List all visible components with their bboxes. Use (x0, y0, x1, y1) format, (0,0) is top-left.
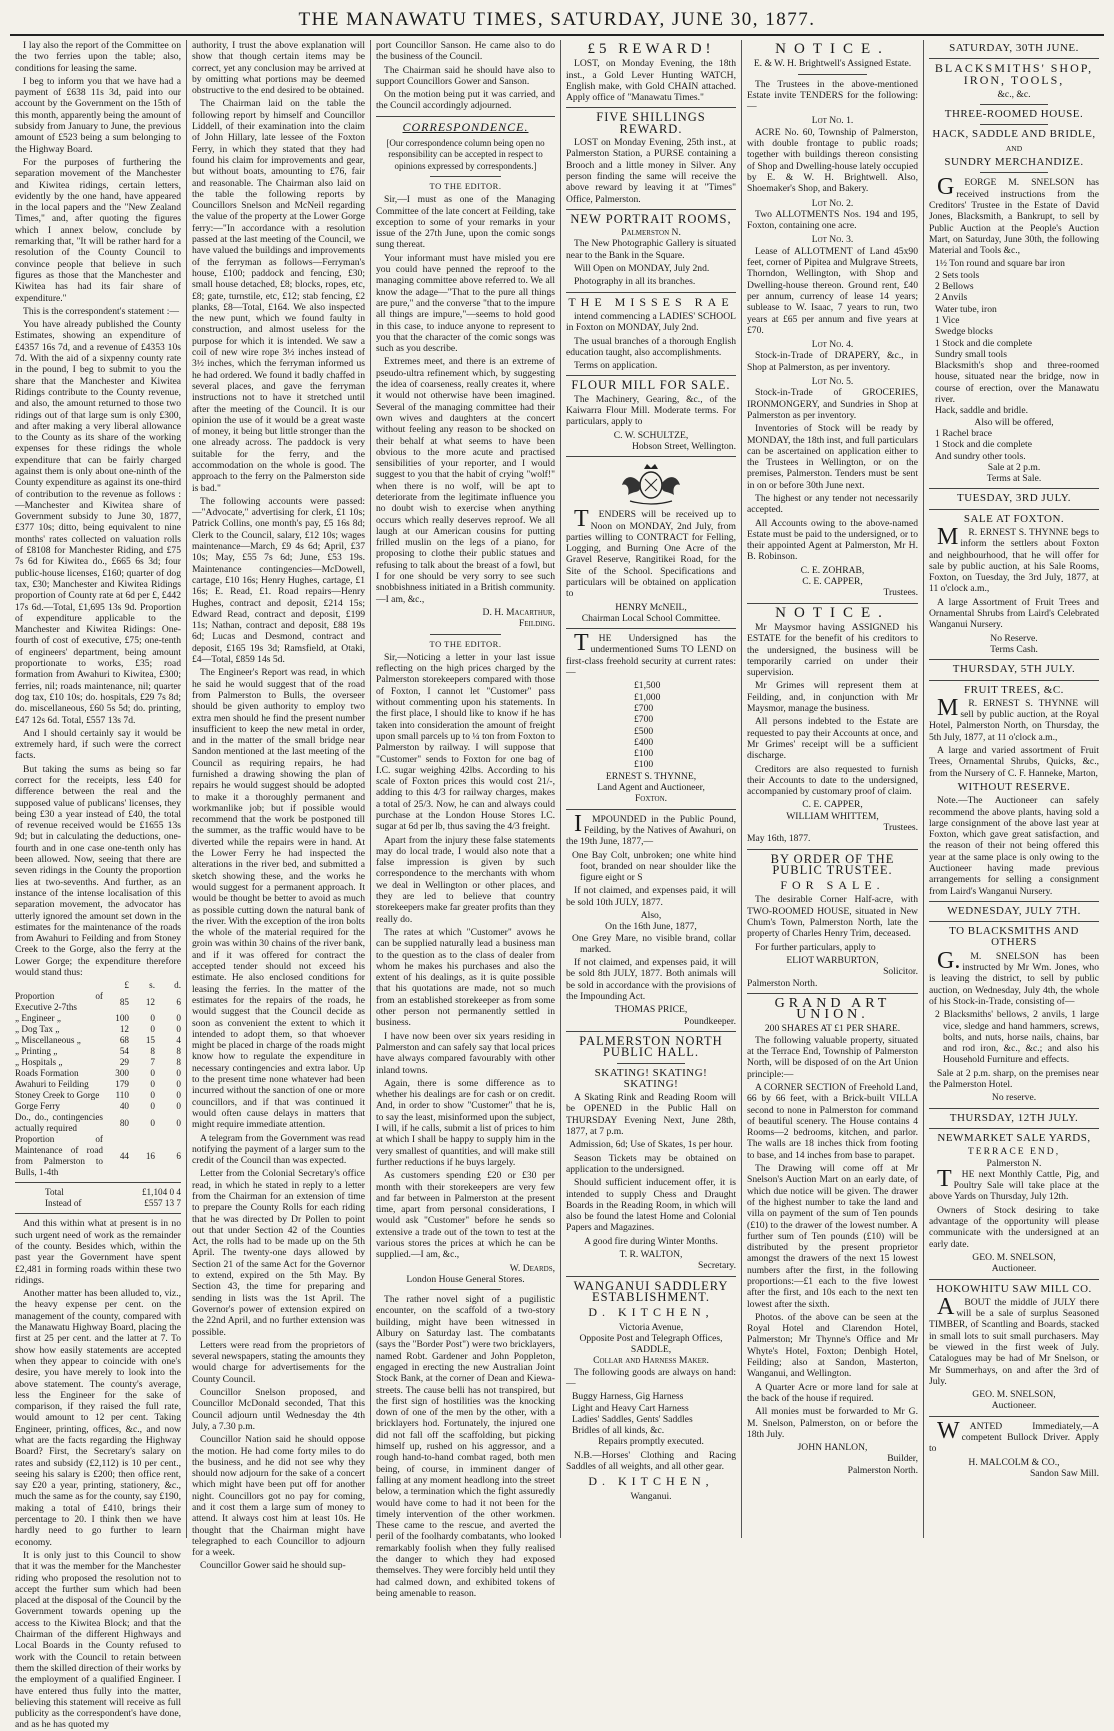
signature: D. H. Macarthur, (482, 606, 555, 618)
signature: JOHN HANLON, (797, 1442, 868, 1454)
list-item: Hack, saddle and bridle. (935, 405, 1028, 417)
trade-line: SADDLE, (630, 1344, 672, 1356)
signature: GEO. M. SNELSON, (972, 1251, 1056, 1263)
lot-label: Lot No. 1. (811, 115, 854, 127)
paragraph: Should sufficient inducement offer, it is intended to supply Chess and Draught Boards in the Reading Room, in which will also be found the latest Home and Colonial Papers and Magazines. (566, 1177, 736, 1234)
column-2 (186, 40, 370, 1572)
divider (980, 172, 1048, 173)
table-row: „ Miscellaneous „ 68 15 4 (15, 1035, 181, 1046)
paragraph: LOST on Monday Evening, 25th inst., at Palmerston Station, a PURSE containing a Brooch and a little money in Silver. Any person finding the same will receive the above reward by leaving it at "Times" Office, Palmerston. (566, 137, 736, 205)
royal-crest-icon (616, 461, 686, 505)
text-line: WITHOUT RESERVE. (957, 780, 1071, 793)
ad-heading: NEWMARKET SALE YARDS, (937, 1131, 1091, 1144)
sale-date: THURSDAY, 5TH JULY. (952, 663, 1076, 676)
paragraph: Stock-in-Trade of GROCERIES, IRONMONGERY, and Sundries in Shop at Palmerston as per inventory. (747, 387, 918, 421)
text-line: Also will be offered, (974, 416, 1054, 428)
paragraph: The following accounts were passed:—"Advocate," advertising for clerk, £1 10s; Patrick Collins, one month's pay, £5 16s 8d; Clerk to the Council, salary, £12 10s; wages maintenance—March, £9 4s 6d; April, £37 10s; May, £55 7s 6d; June, £53 19s. Maintenance contingencies—McDowell, cartage, £10 16s; Henry Hughes, cartage, £1 16s; E. Read, £1. Road repairs—Henry Hughes, contract and deposit, £214 15s; Edward Read, contract and deposit, £199 11s; Nathan, contract and deposit, £88 19s 6d; Lucas and Desmond, contract and deposit, £165 19s 3d; Ramsfield, at Otaki, £4—Total, £859 14s 5d. (192, 495, 365, 666)
paper-title: THE MANAWATU TIMES (298, 9, 538, 30)
text-line: On the 16th June, 1877, (605, 921, 697, 933)
paragraph: The New Photographic Gallery is situated near to the Bank in the Square. (566, 238, 736, 261)
divider (929, 509, 1099, 510)
ad-subheading: &c., &c. (997, 88, 1031, 100)
table-row: „ Engineer „ 100 0 0 (15, 1013, 181, 1024)
column-1 (10, 40, 186, 1731)
ad-heading: FIVE SHILLINGS REWARD. (596, 110, 706, 136)
table-row: Roads Formation 300 0 0 (15, 1068, 181, 1079)
signature: C. W. SCHULTZE, (613, 429, 689, 441)
divider (15, 1182, 181, 1183)
divider (566, 456, 736, 457)
list-item: £100 (634, 759, 654, 771)
divider (980, 124, 1048, 125)
ad-subheading: Palmerston N. (986, 1157, 1042, 1169)
list-item: Light and Heavy Cart Harness (572, 1402, 689, 1414)
divider (929, 488, 1099, 489)
paragraph: Councillor Gower said he should sup- (200, 1560, 346, 1572)
signature: WILLIAM WHITTEM, (786, 810, 879, 822)
text-line: Also, (640, 910, 662, 921)
paragraph: IMPOUNDED in the Public Pound, Feilding, by the Natives of Awahuri, on the 19th June, 1877,— (566, 810, 736, 848)
paragraph: All persons indebted to the Estate are requested to pay their Accounts at once, and Mr Grimes' receipt will be a sufficient discharge. (747, 716, 918, 762)
list-item: Blacksmith's shop and three-roomed house, situated near the bridge, now in course of erection, over the Manawatu river. (935, 360, 1099, 406)
list-item: £700 (634, 714, 654, 726)
signature: THOMAS PRICE, (614, 1004, 688, 1016)
signature: C. E. CAPPER, (802, 799, 863, 811)
loan-sums-list (566, 680, 736, 770)
paragraph: Another matter has been alluded to, viz., the heavy expense per cent. on the management of the county, compared with the Manawatu Highway Board, placing the first at 25 per cent. and the latter at 7. To show how easily statements are accepted when they appear to coincide with one's desire, you have merely to look into the above statement. The county's average, less the Engineer for the sake of comparison, if they raised the full rate, would amount to 12 per cent. Taking Engineer, printing, offices, &c., and now what are the facts regarding the Highway Board? First, the Secretary's salary on rates and subsidy (£2,112) is 10 per cent., seeing his salary is £200; then office rent, say £20 a year, printing, stationery, &c., much the same as for the county, say £190, making a total of £410, brings their percentage to 20. I think then we have hardly need to go further to learn economy. (15, 1288, 181, 1548)
divider (929, 659, 1099, 660)
notice-heading: NOTICE. (775, 41, 890, 57)
table-row: Proportion of Executive 2-7ths 85 12 6 (15, 991, 181, 1013)
paragraph: Two ALLOTMENTS Nos. 194 and 195, Foxton, containing one acre. (747, 208, 918, 232)
signature: W. Deards, (509, 1262, 555, 1274)
paragraph: Apart from the injury these false statements may do local trade, I would also note that a false impression is given by such correspondence to the merchants with whom we deal in Wellington or other places, and they are led to believe that country storekeepers make far greater profits than they really do. (376, 834, 555, 925)
text-line: Sale at 2 p.m. (987, 461, 1041, 473)
ad-heading: SALE AT FOXTON. (963, 512, 1065, 525)
ad-subheading: Palmerston N. (621, 227, 681, 239)
list-item: £700 (634, 702, 654, 714)
signature-title: Solicitor. (883, 966, 918, 978)
column-4 (560, 40, 741, 1538)
paragraph: MR. ERNEST S. THYNNE will sell by public auction, at the Royal Hotel, Palmerston North, on Thursday, the 5th July, 1877, at 11 o'clock a.m., (929, 694, 1099, 743)
signature: C. E. ZOHRAB, (800, 564, 865, 576)
paragraph: Councillor Snelson proposed, and Councillor McDonald seconded, That this Council adjourn until Wednesday the 4th July, a 7.30 p.m. (192, 1387, 365, 1432)
paragraph: Lease of ALLOTMENT of Land 45x90 feet, corner of Pipitea and Mulgrave Streets, Thorndon, Wellington, with Shop and Dwelling-house thereon. Ground rent, £40 per annum, currency of lease 14 years; sublease to W. Isaac, 7 years to run, two years at £65 per annum and five years at £70. (747, 245, 918, 336)
table-row: Gorge Ferry 40 0 0 (15, 1101, 181, 1112)
divider (980, 104, 1048, 105)
paragraph: Terms on application. (574, 360, 658, 372)
signature-place: Sandon Saw Mill. (1029, 1467, 1099, 1479)
paragraph: The highest or any tender not necessarily accepted. (747, 492, 918, 516)
signature: ELIOT WARBURTON, (786, 954, 879, 966)
paragraph: A CORNER SECTION of Freehold Land, 66 by 66 feet, with a Brick-built VILLA second to none in Palmerston for command of beautiful scenery. The House contains 4 Rooms—2 bedrooms, kitchen, and parlor. The walls are 18 inches thick from footing to base, and 14 inches from base to parapet. (747, 1081, 918, 1161)
list-item: And sundry other tools. (935, 450, 1026, 462)
signature-title: Trustees. (883, 587, 918, 599)
address-line: Opposite Post and Telegraph Offices, (579, 1332, 723, 1344)
list-item: Ladies' Saddles, Gents' Saddles (572, 1413, 693, 1425)
signature-title: Trustees. (883, 822, 918, 833)
ad-heading: SUNDRY MERCHANDIZE. (944, 156, 1084, 169)
divider (430, 634, 502, 635)
divider (929, 1416, 1099, 1417)
paragraph: N.B.—Horses' Clothing and Racing Saddles of all weights, and all other gear. (566, 1449, 736, 1473)
ad-heading: THREE-ROOMED HOUSE. (944, 108, 1084, 121)
paragraph: And I should certainly say it would be extremely hard, if such were the correct facts. (15, 727, 181, 762)
divider (566, 375, 736, 376)
paragraph: G.M. SNELSON has been instructed by Mr Wm. Jones, who is leaving the district, to sell by public auction, on Wednesday, July 4th, the whole of his Stock-in-Trade, consisting of— (929, 947, 1099, 1007)
trade-line: Collar and Harness Maker. (593, 1355, 709, 1367)
paragraph: For the purposes of furthering the separation movement of the Manchester and Kiwitea ridings, certain letters, evidently by the one hand, have appeared in the local papers and the "New Zealand Times," and, after quoting the figures which I annex below, conclude by remarking that, "It will be rather hard for a resolution of the County Council to convince people that believe in such figures as those that the Manchester and Kiwitea has had its fair share of expenditure." (15, 156, 181, 304)
paragraph: For further particulars, apply to (755, 941, 876, 953)
signature-title: Builder, (887, 1453, 918, 1465)
list-item: Buggy Harness, Gig Harness (572, 1391, 684, 1403)
ad-subheading: TERRACE END, (967, 1146, 1061, 1158)
ad-heading: BY ORDER OF THE PUBLIC TRUSTEE. (770, 851, 895, 877)
ad-subheading: AND (1005, 143, 1023, 153)
table-row: Do., do., contingencies actually required 80 0 0 (15, 1112, 181, 1134)
ad-heading: HACK, SADDLE AND BRIDLE, (932, 128, 1096, 141)
paragraph: WANTED Immediately,—A competent Bullock Driver. Apply to (929, 1417, 1099, 1455)
divider (430, 1289, 502, 1290)
list-item: Swedge blocks (935, 326, 993, 338)
divider (747, 993, 918, 994)
ad-heading: FRUIT TREES, &C. (964, 683, 1064, 696)
paragraph: Sir,—Noticing a letter in your last issue reflecting on the high prices charged by the Palmerston storekeepers compared with those of Foxton, I cannot let "Customer" pass without commenting upon his statements. In the first place, I should like to know if he has taken into consideration the amount of freight upon small parcels up to ¼ ton from Foxton to Palmerston by railway. I will suppose that "Customer" sends to Foxton for one bag of I.C. sugar weighing 42lbs. According to his scale of Foxton prices this would cost 21/-, adding to this 4/3 for railway charges, makes a total of 25/3. Now, he can and always could purchase at the London House Stores I.C. sugar at 6d per lb, thus saving the 4/3 freight. (376, 651, 555, 833)
list-item: Water tube, iron (935, 303, 997, 315)
divider (929, 680, 1099, 681)
text-line: No Reserve. (990, 632, 1038, 644)
list-item: 1 Stock and die complete (935, 439, 1032, 451)
paragraph: The following goods are always on hand:— (566, 1366, 736, 1389)
divider (376, 116, 555, 117)
paragraph: On the motion being put it was carried, and the Council accordingly adjourned. (376, 89, 555, 112)
sale-date: THURSDAY, 12TH JULY. (949, 1111, 1079, 1124)
paragraph: Photos. of the above can be seen at the Royal Hotel and Clarendon Hotel, Palmerston; Mr Thynne's Office and Mr Whyte's Hotel, Foxton; Denbigh Hotel, Feilding; also at Sandon, Masterton, Wanganui, and Wellington. (747, 1311, 918, 1380)
paragraph: Owners of Stock desiring to take advantage of the opportunity will please communicate with the undersigned at an early date. (929, 1204, 1099, 1250)
ad-heading: HOKOWHITU SAW MILL CO. (936, 1282, 1092, 1295)
ad-subheading: SKATING! SKATING! SKATING! (594, 1066, 708, 1090)
signature: ERNEST S. THYNNE, (605, 770, 697, 782)
paragraph: The following valuable property, situated at the Terrace End, Township of Palmerston North, will be disposed of on the Art Union principle:— (747, 1034, 918, 1080)
column-3 (370, 40, 560, 1599)
items-list (929, 258, 1099, 416)
paragraph: Extremes meet, and there is an extreme of pseudo-ultra refinement which, by suggesting the idea of coarseness, really creates it, where it would not otherwise have been imagined. Several of the managing committee had their own wives and daughters at the concert without feeling any reason to be shocked on their behalf at what seems to have been obvious to the more acute and practised sensibilities of your reporter, and I would suggest to you that the habit of crying "wolf!" when there is no wolf, will be apt to deteriorate from the legitimate influence you no doubt wish to exercise when anything occurs which really deserves reproof. We all laugh at our American cousins for putting frilled muslin on the legs of a piano, for proposing to clothe their public statues and refusing to talk about the breast of a fowl, but I for one should be very sorry to see such snobbishness initiated in a British community.—I am, &c., (376, 356, 555, 605)
paragraph: Sir,—I must as one of the Managing Committee of the late concert at Feilding, take exception to some of your remarks in your issue of the 27th June, upon the comic songs sung thereat. (376, 194, 555, 251)
sale-date: WEDNESDAY, JULY 7TH. (947, 904, 1081, 917)
paragraph: Inventories of Stock will be ready by MONDAY, the 18th inst, and full particulars can be ascertained on application either to the Trustees in Wellington, or on the premises, Palmerston. Tenders must be sent in on or before 30th June next. (747, 423, 918, 491)
paragraph: Letters were read from the proprietors of several newspapers, stating the amounts they would charge for advertisements for the County Council. (192, 1339, 365, 1385)
paragraph: This is the correspondent's statement :— (23, 305, 179, 317)
signature: T. R. WALTON, (619, 1249, 683, 1261)
notice-subheading: E. & W. H. Brightwell's Assigned Estate. (753, 58, 912, 70)
divider (566, 1031, 736, 1032)
paragraph: Photography in all its branches. (574, 276, 696, 288)
paragraph: Repairs promptly executed. (598, 1436, 704, 1448)
paragraph: The usual branches of a thorough English education taught, also accomplishments. (566, 335, 736, 358)
table-row: „ Dog Tax „ 12 0 0 (15, 1024, 181, 1035)
paragraph: A large and varied assortment of Fruit Trees, Ornamental Shrubs, Quicks, &c., from the Nursery of C. F. Hanneke, Marton, (929, 745, 1099, 779)
text-line: Terms at Sale. (986, 473, 1042, 485)
divider (566, 292, 736, 293)
divider (929, 1108, 1099, 1109)
paragraph: Mr Grimes will represent them at Feilding, and, in conjunction with Mr Maysmor, manage the business. (747, 680, 918, 715)
paragraph: I have now been over six years residing in Palmerston and can safely say that local prices have always compared favourably with other inland towns. (376, 1030, 555, 1076)
ad-subheading: 200 SHARES AT £1 PER SHARE. (764, 1023, 901, 1035)
signature-title: Secretary. (698, 1260, 736, 1272)
table-row: „ Printing „ 54 8 8 (15, 1046, 181, 1057)
paragraph: The Chairman said he should have also to support Councillors Gower and Sanson. (376, 64, 555, 87)
divider (566, 107, 736, 108)
table-row: Awahuri to Feilding 179 0 0 (15, 1079, 181, 1090)
divider (430, 176, 502, 177)
paragraph: ABOUT the middle of JULY there will be a sale of surplus Seasoned TIMBER, of Scantling and Boards, stacked in small lots to suit small purchasers. May be viewed in the first week of July. Catalogues may be had of Mr Snelson, or Mr Summerhays, on and after the 3rd of July. (929, 1293, 1099, 1387)
list-item: Sundry small tools (935, 348, 1007, 360)
divider (747, 603, 918, 604)
ad-subheading: FOR SALE. (780, 878, 885, 893)
paragraph: The Drawing will come off at Mr Snelson's Auction Mart on an early date, of which due notice will be given. The drawer of the highest number to take the land and villa on payment of the sum of Ten pounds (£10) to the drawer of the lowest number. A further sum of Ten pounds (£10) will be distributed by the present proprietor amongst the drawers of the next 15 lowest numbers after the first, in the following proportions:—£1 each to the five lowest after the first, and 10s each to the next ten lowest after the sixth. (747, 1163, 918, 1310)
table-row: Stoney Creek to Gorge 110 0 0 (15, 1090, 181, 1101)
paragraph: LOST, on Monday Evening, the 18th inst., a Gold Lever Hunting WATCH, English make, with Gold CHAIN attached. Apply office of "Manawatu Times." (566, 58, 736, 104)
total-row: Total £1,104 0 4 (45, 1187, 181, 1198)
divider (617, 1063, 685, 1064)
ad-heading: NEW PORTRAIT ROOMS, (570, 211, 732, 226)
divider (929, 1128, 1099, 1129)
paragraph: authority, I trust the above explanation will show that though certain items may be correct, yet any conclusion may be arrived at by omitting what portions may be deemed obstructive to the end desired to be obtained. (192, 40, 365, 97)
list-item: £500 (634, 725, 654, 737)
goods-list (566, 1391, 736, 1436)
paragraph: If not claimed, and expenses paid, it will be sold 10th JULY, 1877. (566, 885, 736, 908)
paragraph: 2 Blacksmiths' bellows, 2 anvils, 1 large vice, sledge and hand hammers, screws, bolts, and nuts, horse nails, chains, bar and rod iron, &c., &c.; and also his Household Furniture and effects. (935, 1009, 1099, 1066)
ad-heading: WANGANUI SADDLERY ESTABLISHMENT. (573, 1278, 729, 1304)
correspondence-heading: CORRESPONDENCE. (402, 119, 529, 134)
paragraph: A Quarter Acre or more land for sale at the back of the house if required. (747, 1381, 918, 1404)
signature-place: Wanganui. (630, 1490, 672, 1502)
paragraph: Mr Maysmor having ASSIGNED his ESTATE for the benefit of his creditors to the undersigned, the business will be temporarily carried on under their supervision. (747, 621, 918, 679)
columns (10, 40, 1104, 1731)
totals-table (15, 1187, 181, 1209)
signature-place: Hobson Street, Wellington. (631, 440, 736, 452)
letter-heading: TO THE EDITOR. (429, 638, 502, 649)
issue-date: SATURDAY, JUNE 30, 1877. (550, 9, 816, 30)
paragraph: It is only just to this Council to show that it was the member for the Manchester riding who proposed the resolution not to accept the further sum which had been placed at the disposal of the Council by the Government towards opening up the access to the Kiwitea Block; and that the Chairman of the different Highways and Local Boards in the County refused to work with the Council to retain between them the skilled direction of their works by the employment of a qualified Engineer. I have entered thus fully into the matter, believing this statement will receive as full publicity as the correspondent's have done, and as he has quoted my (15, 1549, 181, 1731)
text-line: Terms Cash. (990, 643, 1038, 655)
paragraph: Stock-in-Trade of DRAPERY, &c., in Shop at Palmerston, as per inventory. (747, 350, 918, 373)
divider (566, 1276, 736, 1277)
paragraph: A telegram from the Government was read notifying the payment of a larger sum to the credit of the Council than was expected. (192, 1132, 365, 1167)
notice-date: May 16th, 1877. (747, 833, 811, 845)
paragraph: Will Open on MONDAY, July 2nd. (574, 263, 710, 275)
signature: H. MALCOLM & CO., (968, 1456, 1060, 1468)
paragraph: A large Assortment of Fruit Trees and Ornamental Shrubs from Laird's Celebrated Wanganui Nursery. (929, 596, 1099, 631)
paragraph: Letter from the Colonial Secretary's office read, in which he stated in reply to a letter from the Chairman for an extension of time to prepare the County Rolls for each riding that he was directed by Dr Pollen to point out that under Section 42 of the Counties Act, the rolls had to be made up on the 5th April. The twenty-one days allowed by Section 21 of the same Act for the Governor to extend, expired on the 5th May. By Section 43, the time for preparing and sending in lists was the 1st April. The Governor's power of extension expired on the 22nd April, and no further extension was possible. (192, 1168, 365, 1338)
paragraph: But taking the sums as being so far correct for the receipts, less £40 for difference between the real and the supposed value of publicans' licenses, they being £30 a year instead of £40, the total of revenue received would be £1655 13s 9d; but in calculating the deductions, one-fourth and in one case one-tenth only has been allowed. Now, seeing that there are seven ridings in the County the proportion lies at two-sevenths. And further, as an instance of the intense localisation of this separation movement, the advocator has utterly ignored the amount set down in the estimates for the maintenance of the roads from Awahuri to Feilding and from Stoney Creek to the Gorge, also the ferry at the Lower Gorge; the expenditure therefore would stand thus: (15, 763, 181, 979)
signature-title: Auctioneer. (991, 1400, 1037, 1412)
signature: HENRY McNEIL, (615, 601, 687, 613)
paragraph: One Grey Mare, no visible brand, collar marked. (572, 932, 736, 955)
signature-title: Auctioneer. (991, 1263, 1037, 1275)
paragraph: All Accounts owing to the above-named Estate must be paid to the undersigned, or to their appointed Agent at Palmerston, Mr H. B. Robinson. (747, 517, 918, 563)
paragraph: The Engineer's Report was read, in which he said he would suggest that of the road from Palmerston to Bulls, the overseer should be given authority to employ two extra men should he find the present number insufficient to keep the new metal in order, and in the matter of the small bridge near Sandon mentioned at the last meeting of the Council as requiring repairs, he had furnished a drawing showing the plan of repairs he would suggest should be adopted to make it a thoroughly permanent and workmanlike job; but if possible would recommend that the work be postponed till the summer, as the traffic would have to be diverted while the repairs were in hand. At the Lower Ferry he had inspected the alterations in the river bed, and submitted a sketch showing these, and the works he would suggest for a permanent approach. It would be thought be better to avoid as much as possible cutting down the natural bank of the river. With the exception of the iron bolts the whole of the material required for the groin was within 30 chains of the river bank, and if it was offered for contract the accepted tender should not exceed his estimate. He also enclosed conditions for leasing the ferries. In the matter of the estimates for the repairs of the roads, he would suggest that the Council decide as soon as convenient the extent to which it intended to adopt them, so that whoever might be placed in charge of the roads might know how to regulate the expenditure in necessary contingencies and extra labor. Up to the present time none whatever had been incurred without the sanction of one or more councillors, and if that was continued it would often cause delays in matters that might require immediate attention. (192, 667, 365, 1131)
paragraph: I beg to inform you that we have had a payment of £638 11s 3d, paid into our account by the Government on the 15th of this month, apparently being the amount of subsidy from January to June, the previous amount of £523 being a sum belonging to the Highway Board. (15, 75, 181, 155)
masthead: THE MANAWATU TIMES, SATURDAY, JUNE 30, 1877. (10, 8, 1104, 36)
divider (747, 849, 918, 850)
text-line: No reserve. (991, 1092, 1037, 1104)
list-item: 2 Anvils (935, 292, 968, 304)
divider (566, 209, 736, 210)
ad-heading: FLOUR MILL FOR SALE. (571, 378, 731, 393)
paragraph: The Machinery, Gearing, &c., of the Kaiwarra Flour Mill. Moderate terms. For particulars, apply to (566, 393, 736, 428)
divider (929, 58, 1099, 59)
paragraph: And this within what at present is in no such urgent need of work as the remainder of the county. Besides which, within the past year the Government have spent £2,481 in forming roads within these two ridings. (15, 1218, 181, 1286)
ad-heading: GRAND ART UNION. (774, 995, 891, 1023)
list-item: 1½ Ton round and square bar iron (935, 258, 1065, 270)
notice-heading: NOTICE. (775, 604, 890, 621)
divider (15, 1213, 181, 1214)
sale-date: TUESDAY, 3RD JULY. (956, 492, 1072, 505)
paragraph: You have already published the County Estimates, showing an expenditure of £4357 16s 7d, and a revenue of £4353 10s 7d. With the aid of a sixpenny county rate in the pound, I beg to submit to you the share that the Manchester and Kiwitea Ridings contribute to the County revenue, and also, the amount returned to those two ridings out of that large sum is only £300, and after making a very liberal allowance to the County as its share of the working expenses for these ridings the whole expenditure that can be fairly charged against them is only about one-ninth of the County expenditure as against its one-third of contribution to the revenue as follows :—Manchester and Kiwitea share of Government subsidy to June 30, 1877, £377 10s; ditto, being equivalent to nine months' rates collected on valuation rolls of £8108 for Manchester Riding, and £75 7s 6d for Kiwitea do., £665 6s 3d; four public-house licenses, £160; quarter of dog tax, £30; Manchester and Kiwitea Ridings proportion of County rate at 6d per £, £442 17s 6d.—Total, £1,695 13s 9d. Proportion of expenditure applicable to the Manchester and Kiwitea Ridings: One-fourth of cost of executive, £75; one-tenth of engineers' department, being amount proportionate to works, £35; road formation from Awahuri to Kiwitea, £300; ferries, nil; roads maintenance, nil; quarter dog tax, £10 10s; do. hospitals, £29 7s 8d; do. miscellaneous, £60 5s 5d; do. printing, £47 12s 6d. Total, £557 13s 7d. (15, 319, 181, 726)
ad-heading: BLACKSMITHS' SHOP, IRON, TOOLS, (934, 61, 1094, 87)
divider (798, 74, 866, 75)
list-item: 2 Sets tools (935, 269, 980, 281)
paragraph: GEORGE M. SNELSON has received instructions from the Creditors' Trustee in the Estate of David Jones, Blacksmith, a Bankrupt, to sell by Public Auction at the People's Auction Mart, on Saturday, June 30th, the following Material and Tools &c., (929, 174, 1099, 257)
paragraph: The desirable Corner Half-acre, with TWO-ROOMED HOUSE, situated in New Chum's Town, Palmerston North, late the property of Charles Henry Trim, deceased. (747, 894, 918, 940)
divider (566, 628, 736, 629)
lot-label: Lot No. 5. (811, 376, 854, 388)
lot-label: Lot No. 2. (811, 197, 854, 209)
list-item: £1,500 (634, 680, 661, 692)
signature-place: Palmerston North. (747, 977, 818, 989)
signature-place: Feilding. (518, 618, 555, 630)
paragraph: The rates at which "Customer" avows he can be supplied naturally lead a business man to the question as to the class of dealer from whom he makes his purchases and also the extent of his dealings, as it is quite possible that his quotations are made, not so much from an established storekeeper as from some other person not permanently settled in business. (376, 926, 555, 1029)
paragraph: A Skating Rink and Reading Room will be OPENED in the Public Hall on THURSDAY Evening Next, June 28th, 1877, at 7 p.m. (566, 1092, 736, 1138)
paragraph: MR. ERNEST S. THYNNE begs to inform the settlers about Foxton and neighbourhood, that he will offer for sale by public auction, at his Sale Rooms, Foxton, on Tuesday, the 3rd July, 1877, at 11 o'clock a.m., (929, 523, 1099, 595)
expenditure-table (15, 980, 181, 1178)
paragraph: As customers spending £20 or £30 per month with their storekeepers are very few and far between in Palmerston at the present time, apart from personal considerations, I would ask "Customer" before he sends so extensive a trade out of the town to test at the various stores the prices at which he can be supplied.—I am, &c., (376, 1170, 555, 1261)
divider (929, 1279, 1099, 1280)
paragraph: One Bay Colt, unbroken; one white hind foot, branded on near shoulder like the figure eight or S (572, 849, 736, 884)
list-item: £1,000 (634, 691, 661, 703)
list-item: 1 Vice (935, 314, 960, 326)
paragraph: port Councillor Sanson. He came also to do the business of the Council. (376, 40, 555, 63)
paragraph: I lay also the report of the Committee on the two ferries upon the table; also, conditions for leasing the same. (15, 40, 181, 74)
paragraph: A good fire during Winter Months. (584, 1235, 718, 1247)
sale-date: SATURDAY, 30TH JUNE. (949, 42, 1079, 54)
list-item: £100 (634, 748, 654, 760)
ad-heading: PALMERSTON NORTH PUBLIC HALL. (579, 1033, 723, 1060)
table-row: Proportion of Maintenance of road from Palmerston to Bulls, 1-4th 44 16 6 (15, 1134, 181, 1178)
paragraph: intend commencing a LADIES' SCHOOL in Foxton on MONDAY, July 2nd. (566, 310, 736, 334)
list-item: Bridles of all kinds, &c. (572, 1425, 665, 1437)
table-header-row: £ s. d. (124, 980, 181, 991)
editorial-note: [Our correspondence column being open no responsibility can be accepted in respect to opinions expressed by correspondents.] (386, 138, 545, 171)
items-list (929, 428, 1099, 462)
signature-title: Chairman Local School Committee. (581, 612, 721, 624)
list-item: 1 Rachel brace (935, 427, 992, 439)
paragraph: The rather novel sight of a pugilistic encounter, on the scaffold of a two-story building, might have been witnessed in Albury on Saturday last. The combatants (says the "Border Post") were two bricklayers, named Robt. Gardener and John Poppleton, engaged in erecting the new Australian Joint Stock Bank, at the corner of Dean and Kiewa-streets. The cause belli has not transpired, but the first sign of hostilities was the knocking down of one of the men by the other, with a bricklayers hod. Fortunately, the injured one did not fall off the scaffolding, but picking himself up, rushed on his aggressor, and a rough hand-to-hand combat raged, both men being, of course, in imminent danger of falling at any moment headlong into the street below, a termination which the fight assuredly would have come to had it not been for the timely intervention of the other workmen. These came to the rescue, and averted the peril of the foolhardy combatants, who looked remarkably foolish when they fully realised the danger to which they had exposed themselves. They were forcibly held until they had calmed down, and exhibited tokens of being amenable to reason. (376, 1294, 555, 1599)
letter-heading: TO THE EDITOR. (429, 180, 502, 191)
signature-title: Land Agent and Auctioneer, (597, 782, 705, 794)
paragraph: All monies must be forwarded to Mr G. M. Snelson, Palmerston, on or before the 18th July. (747, 1406, 918, 1440)
signature-place: Palmerston North. (847, 1464, 918, 1476)
instead-row: Instead of £557 13 7 (45, 1198, 181, 1209)
column-5 (741, 40, 923, 1538)
lot-label: Lot No. 4. (811, 339, 854, 351)
divider (929, 921, 1099, 922)
paragraph: Admission, 6d; Use of Skates, 1s per hour. (569, 1139, 733, 1151)
paragraph: Again, there is some difference as to whether his dealings are for cash or on credit. And, in order to show "Customer" that he is, to say the least, misinformed upon the subject, I will, if he calls, submit a list of prices to him at which I shall be happy to supply him in the very smallest of quantities, and will make still further reductions if he buys largely. (376, 1077, 555, 1168)
ad-heading: THE MISSES RAE (568, 294, 734, 309)
address-line: Victoria Avenue, (618, 1321, 684, 1333)
signature-place: Foxton. (634, 793, 668, 805)
signature: D. KITCHEN, (588, 1474, 714, 1489)
paragraph: Your informant must have misled you ere you could have penned the reproof to the managing committee above referred to. We all know the adage—"That to the pure all things are pure," and the converse "that to the impure all things are impure,"—seems to hold good in this case, to induce anyone to represent to you that the character of the comic songs was such as you describe. (376, 252, 555, 355)
signature: GEO. M. SNELSON, (972, 1389, 1056, 1401)
paragraph: THE next Monthly Cattle, Pig, and Poultry Sale will take place at the above Yards on Thursday, July 12th. (929, 1165, 1099, 1203)
paragraph: TENDERS will be received up to Noon on MONDAY, 2nd July, from parties willing to CONTRACT for Felling, Logging, and Burning One Acre of the Gravel Reserve, Rangitikei Road, for the Site of the School. Specifications and particulars will be obtained on application to (566, 506, 736, 600)
paragraph: The Chairman laid on the table the following report by himself and Councillor Liddell, of their examination into the claim of John Hillary, late lessee of the Foxton Ferry, in which they stated that they had found his claim for improvements and gear, but without boats, amounting to £76, fair and reasonable. The Chairman also laid on the table the following reports by Councillors Snelson and McNeil regarding the value of the property at the Lower Gorge ferry:—"In accordance with a resolution passed at the last meeting of the Council, we have valued the buildings and improvements of the ferryman as follows—Ferryman's house, £100; paddock and fencing, £30; small house detached, £8; blocks, ropes, etc, £8; gate, turnstile, etc, £12; stab fencing, £2 planks, £8—Total, £164. We also inspected the new punt, which we found faulty in construction, and almost useless for the purpose for which it is intended. We saw a coil of new wire rope 3½ inches instead of 3½ inches, which the ferryman informed us he had ordered. We found it badly chaffed in several places, and gave the ferryman instructions not to have it stretched until after the meeting of the Council. It is our opinion the use of it would be a great waste of money, it being but little stronger than the one already across. The paddock is very suitable for the ferry, and the accommodation on the whole is good. The approach to the ferry on the Palmerston side is bad." (192, 98, 365, 494)
paragraph: Season Tickets may be obtained on application to the undersigned. (566, 1152, 736, 1175)
paragraph: Note.—The Auctioneer can safely recommend the above plants, having sold a large consignment of the above last year at Foxton, which gave great satisfaction, and the reason of their not being offered this year at the same place is only owing to the Auctioneer having made previous arrangements for selling a consignment from Laird's Wanganui Nursery. (929, 795, 1099, 897)
divider (566, 809, 736, 810)
paragraph: Creditors are also requested to furnish their Accounts to date to the undersigned, accompanied by customary proof of claim. (747, 763, 918, 798)
paragraph: The Trustees in the above-mentioned Estate invite TENDERS for the following:— (747, 78, 918, 113)
paragraph: If not claimed, and expenses paid, it will be sold 8th JULY, 1877. Both animals will be sold in accordance with the provisions of the Impounding Act. (566, 957, 736, 1003)
signature-place: London House General Stores. (406, 1273, 525, 1285)
column-6 (923, 40, 1104, 1538)
list-item: 1 Stock and die complete (935, 337, 1032, 349)
paragraph: ACRE No. 60, Township of Palmerston, with double frontage to public roads; together with buildings thereon consisting of Shop and Dwelling-house lately occupied by E. & W. H. Brightwell. Also, Shoemaker's Shop, and Bakery. (747, 126, 918, 195)
ad-heading: TO BLACKSMITHS AND OTHERS (949, 925, 1079, 949)
proprietor-name: D. KITCHEN, (588, 1305, 714, 1320)
paragraph: Councillor Nation said he should oppose the motion. He had come forty miles to do the business, and he did not see why they should now adjourn for the sake of a concert which might have been put off for another night. Councillors got no pay for coming, and it cost them a large sum of money to attend. It always cost him at least 10s. He thought that the Chairman might have telegraphed to each Councillor to adjourn for a week. (192, 1434, 365, 1559)
list-item: 2 Bellows (935, 281, 974, 293)
list-item: £400 (634, 736, 654, 748)
divider (929, 901, 1099, 902)
paragraph: Sale at 2 p.m. sharp, on the premises near the Palmerston Hotel. (929, 1067, 1099, 1091)
reward-heading: £5 REWARD! (587, 41, 715, 57)
signature-title: Poundkeeper. (684, 1015, 736, 1027)
signature: C. E. CAPPER, (802, 576, 863, 588)
paragraph: THE Undersigned has the undermentioned Sums TO LEND on first-class freehold security at current rates:— (566, 630, 736, 679)
table-row: „ Hospitals „ 29 7 8 (15, 1057, 181, 1068)
lot-label: Lot No. 3. (811, 234, 854, 246)
